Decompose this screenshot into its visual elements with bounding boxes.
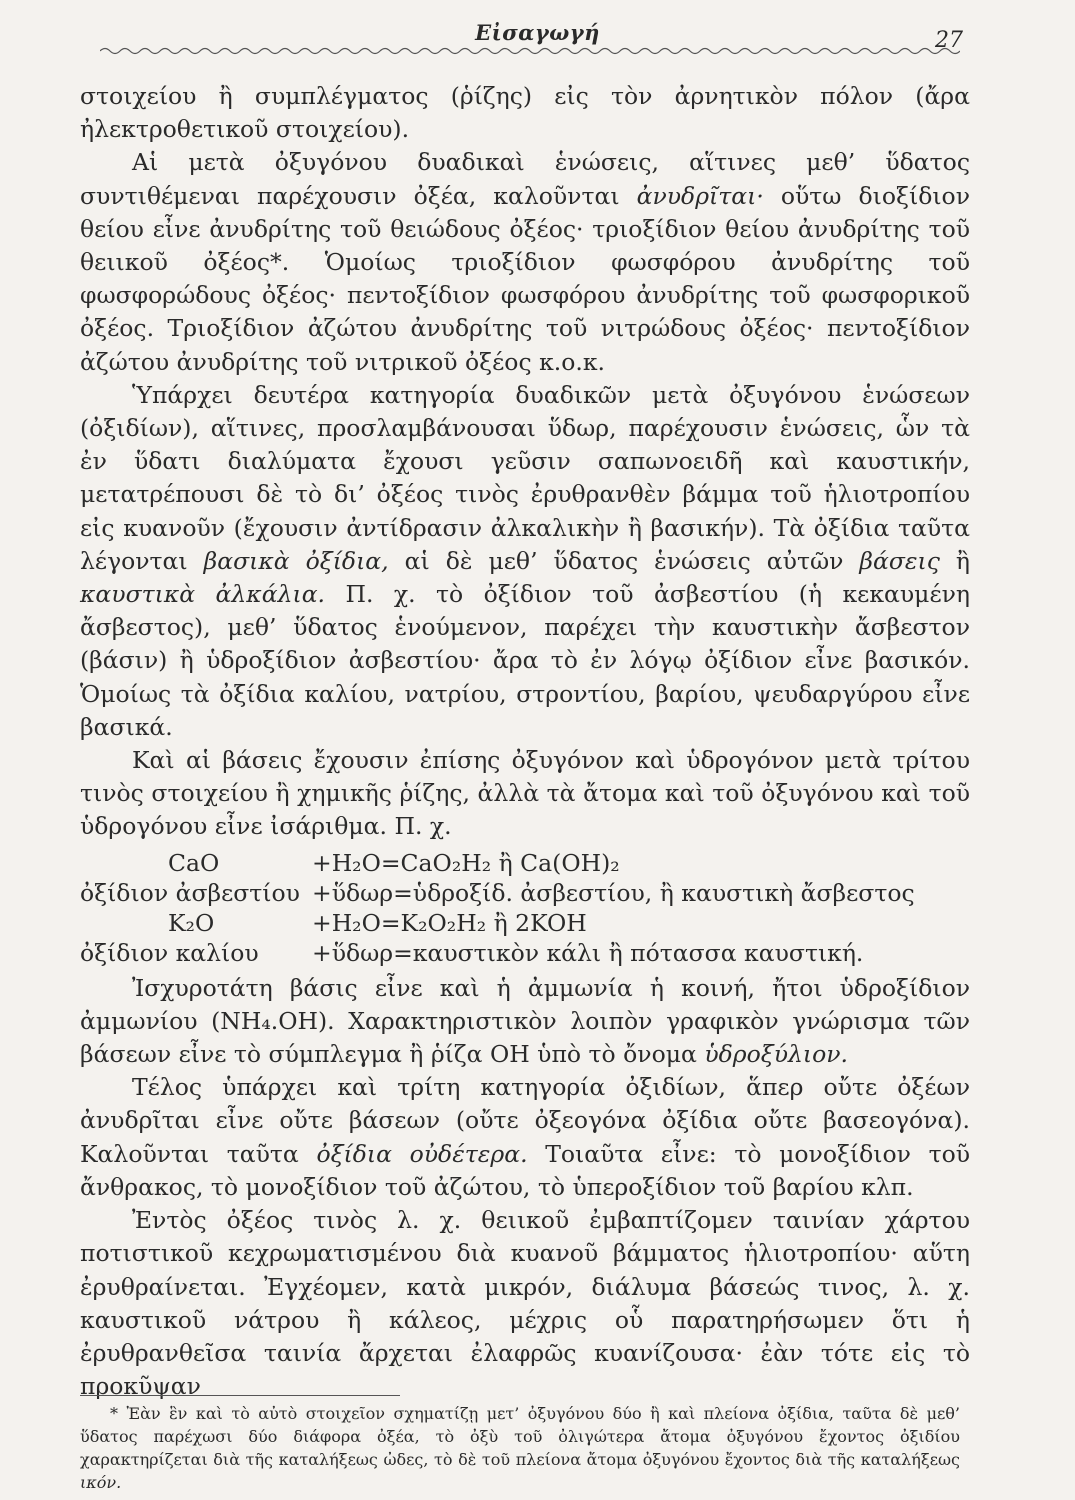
- page-number: 27: [935, 28, 963, 53]
- paragraph-7: Ἐντὸς ὀξέος τινὸς λ. χ. θειικοῦ ἐμβαπτίζομεν ταινίαν χάρτου ποτιστικοῦ κεχρωματισμένου διὰ κυανοῦ βάμματος ἡλιοτροπίου· αὕτη ἐρυθραίνεται. Ἐγχέομεν, κατὰ μικρόν, διάλυμα βάσεώς τινος, λ. χ. καυστικοῦ νάτρου ἢ κάλεος, μέχρις οὗ παρατηρήσωμεν ὅτι ἡ ἐρυθρανθεῖσα ταινία ἄρχεται ἐλαφρῶς κυανίζουσα· ἐὰν τότε εἰς τὸ προκῦψαν: [80, 1206, 970, 1401]
- footnote-term: ικόν.: [80, 1473, 122, 1492]
- equations: [80, 848, 970, 968]
- paragraph-6: Τέλος ὑπάρχει καὶ τρίτη κατηγορία ὀξιδίων, ἅπερ οὔτε ὀξέων ἀνυδρῖται εἶνε οὔτε βάσεων (οὔτε ὀξεογόνα ὀξίδια οὔτε βασεογόνα). Καλοῦνται ταῦτα ὀξίδια οὐδέτερα. Τοιαῦτα εἶνε: τὸ μονοξίδιον τοῦ ἄνθρακος, τὸ μονοξίδιον τοῦ ἀζώτου, τὸ ὑπεροξίδιον τοῦ βαρίου κλπ.: [80, 1073, 970, 1201]
- term-anhydrides: ἀνυδρῖται·: [636, 181, 764, 210]
- equation-row: ὀξίδιον καλίου +ὕδωρ=καυστικὸν κάλι ἢ πότασσα καυστική.: [80, 938, 864, 967]
- term-neutral-oxides: ὀξίδια οὐδέτερα.: [316, 1139, 528, 1168]
- equation-row: ὀξίδιον ἀσβεστίου +ὕδωρ=ὑδροξίδ. ἀσβεστίου, ἢ καυστικὴ ἄσβεστος: [80, 878, 915, 907]
- term-basic-oxides: βασικὰ ὀξίδια,: [203, 546, 389, 575]
- equation-row: K₂O +H₂O=K₂O₂H₂ ἢ 2KOH: [168, 908, 587, 937]
- footnote: [80, 1402, 960, 1494]
- paragraph-3: Ὑπάρχει δευτέρα κατηγορία δυαδικῶν μετὰ ὀξυγόνου ἑνώσεων (ὀξιδίων), αἵτινες, προσλαμβάνουσαι ὕδωρ, παρέχουσιν ἑνώσεις, ὧν τὰ ἐν ὕδατι διαλύματα ἔχουσι γεῦσιν σαπωνοειδῆ καὶ καυστικήν, μετατρέπουσι δὲ τὸ δι’ ὀξέος τινὸς ἐρυθρανθὲν βάμμα τοῦ ἡλιοτροπίου εἰς κυανοῦν (ἔχουσιν ἀντίδρασιν ἀλκαλικὴν ἢ βασικήν). Τὰ ὀξίδια ταῦτα λέγονται βασικὰ ὀξίδια, αἱ δὲ μεθ’ ὕδατος ἑνώσεις αὐτῶν βάσεις ἢ καυστικὰ ἀλκάλια. Π. χ. τὸ ὀξίδιον τοῦ ἀσβεστίου (ἡ κεκαυμένη ἄσβεστος), μεθ’ ὕδατος ἑνούμενον, παρέχει τὴν καυστικὴν ἄσβεστον (βάσιν) ἢ ὑδροξίδιον ἀσβεστίου· ἄρα τὸ ἐν λόγῳ ὀξίδιον εἶνε βασικόν. Ὁμοίως τὰ ὀξίδια καλίου, νατρίου, στροντίου, βαρίου, ψευδαργύρου εἶνε βασικά.: [80, 380, 970, 741]
- page-header: [0, 0, 1075, 80]
- paragraph-4: Καὶ αἱ βάσεις ἔχουσιν ἐπίσης ὀξυγόνον καὶ ὑδρογόνον μετὰ τρίτου τινὸς στοιχείου ἢ χημικῆς ῥίζης, ἀλλὰ τὰ ἄτομα καὶ τοῦ ὀξυγόνου καὶ τοῦ ὑδρογόνου εἶνε ἰσάριθμα. Π. χ.: [80, 746, 970, 841]
- running-title: Εἰσαγωγή: [475, 20, 600, 45]
- paragraph-1: στοιχείου ἢ συμπλέγματος (ῥίζης) εἰς τὸν ἀρνητικὸν πόλον (ἄρα ἠλεκτροθετικοῦ στοιχείου).: [80, 82, 970, 144]
- footnote-divider: [80, 1395, 400, 1396]
- term-caustic-alkalis: καυστικὰ ἀλκάλια.: [80, 580, 326, 609]
- term-bases: βάσεις: [859, 546, 940, 575]
- header-wavy-rule: [100, 44, 960, 58]
- footnote-text: * Ἐὰν ἓν καὶ τὸ αὐτὸ στοιχεῖον σχηματίζῃ μετ’ ὀξυγόνου δύο ἢ καὶ πλείονα ὀξίδια, ταῦτα δὲ μεθ’ ὕδατος παρέχωσι δύο διάφορα ὀξέα, τὸ ὀξὺ τοῦ ὀλιγώτερα ἄτομα ὀξυγόνου ἔχοντος ὀξιδίου χαρακτηρίζεται διὰ τῆς καταλήξεως ὠδες, τὸ δὲ τοῦ πλείονα ἄτομα ὀξυγόνου ἔχοντος διὰ τῆς καταλήξεως ικόν.: [80, 1404, 960, 1492]
- paragraph-5: Ἰσχυροτάτη βάσις εἶνε καὶ ἡ ἀμμωνία ἡ κοινή, ἤτοι ὑδροξίδιον ἀμμωνίου (NH₄.OH). Χαρακτηριστικὸν λοιπὸν γραφικὸν γνώρισμα τῶν βάσεων εἶνε τὸ σύμπλεγμα ἢ ῥίζα OH ὑπὸ τὸ ὄνομα ὑδροξύλιον.: [80, 973, 970, 1069]
- paragraph-2: Αἱ μετὰ ὀξυγόνου δυαδικαὶ ἑνώσεις, αἵτινες μεθ’ ὕδατος συντιθέμεναι παρέχουσιν ὀξέα, καλοῦνται ἀνυδρῖται· οὕτω διοξίδιον θείου εἶνε ἀνυδρίτης τοῦ θειώδους ὀξέος· τριοξίδιον θείου ἀνυδρίτης τοῦ θειικοῦ ὀξέος*. Ὁμοίως τριοξίδιον φωσφόρου ἀνυδρίτης τοῦ φωσφορώδους ὀξέος· πεντοξίδιον φωσφόρου ἀνυδρίτης τοῦ φωσφορικοῦ ὀξέος. Τριοξίδιον ἀζώτου ἀνυδρίτης τοῦ νιτρώδους ὀξέος· πεντοξίδιον ἀζώτου ἀνυδρίτης τοῦ νιτρικοῦ ὀξέος κ.ο.κ.: [80, 148, 970, 376]
- term-hydroxyl: ὑδροξύλιον.: [704, 1040, 848, 1069]
- main-text: [80, 80, 970, 1403]
- equation-row: CaO +H₂O=CaO₂H₂ ἢ Ca(OH)₂: [168, 848, 620, 877]
